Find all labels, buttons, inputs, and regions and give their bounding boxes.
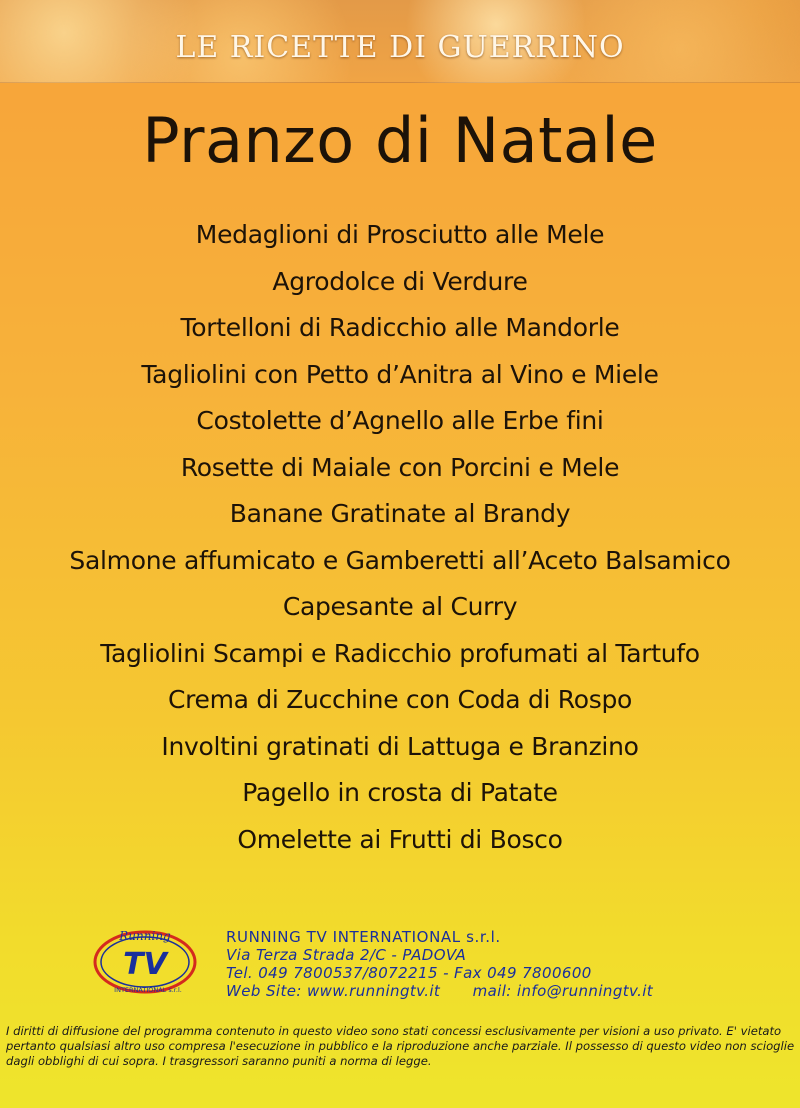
dish-item: Omelette ai Frutti di Bosco [237,824,563,854]
dish-list [0,212,800,863]
company-phone: Tel. 049 7800537/8072215 - Fax 049 7800600 [226,964,592,982]
company-address: Via Terza Strada 2/C - PADOVA [226,946,467,964]
company-info [226,928,786,1000]
logo-top-text: Running [119,929,171,943]
legal-notice: I diritti di diffusione del programma contenuto in questo video sono stati concessi esclusivamente per visioni a uso privato. E' vietato pertanto qualsiasi altro uso compresa l'esecuzione in pubblico e la riproduzione anche parziale. Il possesso di questo video non scioglie dagli obblighi di cui sopra. I trasgressori saranno puniti a norma di legge. [6,1024,795,1068]
dish-item: Rosette di Maiale con Porcini e Mele [180,452,620,482]
dish-item: Banane Gratinate al Brandy [229,499,571,528]
dish-item: Salmone affumicato e Gamberetti all’Aceto Balsamico [69,545,731,575]
dish-item: Costolette d’Agnello alle Erbe fini [196,406,604,435]
logo-main-text: TV [123,947,167,982]
dish-item: Tagliolini Scampi e Radicchio profumati al Tartufo [100,638,700,668]
company-email[interactable]: mail: info@runningtv.it [472,982,654,1000]
dish-item: Tortelloni di Radicchio alle Mandorle [180,313,620,342]
company-website[interactable]: Web Site: www.runningtv.it [226,982,441,1000]
dish-item: Tagliolini con Petto d’Anitra al Vino e Miele [141,359,659,389]
dish-item: Agrodolce di Verdure [272,266,528,296]
dish-item: Involtini gratinati di Lattuga e Branzino [161,731,639,761]
dish-item: Crema di Zucchine con Coda di Rospo [167,685,633,714]
logo-bottom-text: INTERNATIONAL s.r.l. [114,986,182,994]
series-title: LE RICETTE DI GUERRINO [175,30,625,65]
page-title: Pranzo di Natale [142,104,658,177]
dish-item: Medaglioni di Prosciutto alle Mele [195,220,605,249]
dish-item: Capesante al Curry [282,592,518,621]
company-name: RUNNING TV INTERNATIONAL s.r.l. [226,928,501,946]
header-banner [0,0,800,83]
running-tv-logo [90,920,200,1000]
dish-item: Pagello in crosta di Patate [242,778,558,807]
